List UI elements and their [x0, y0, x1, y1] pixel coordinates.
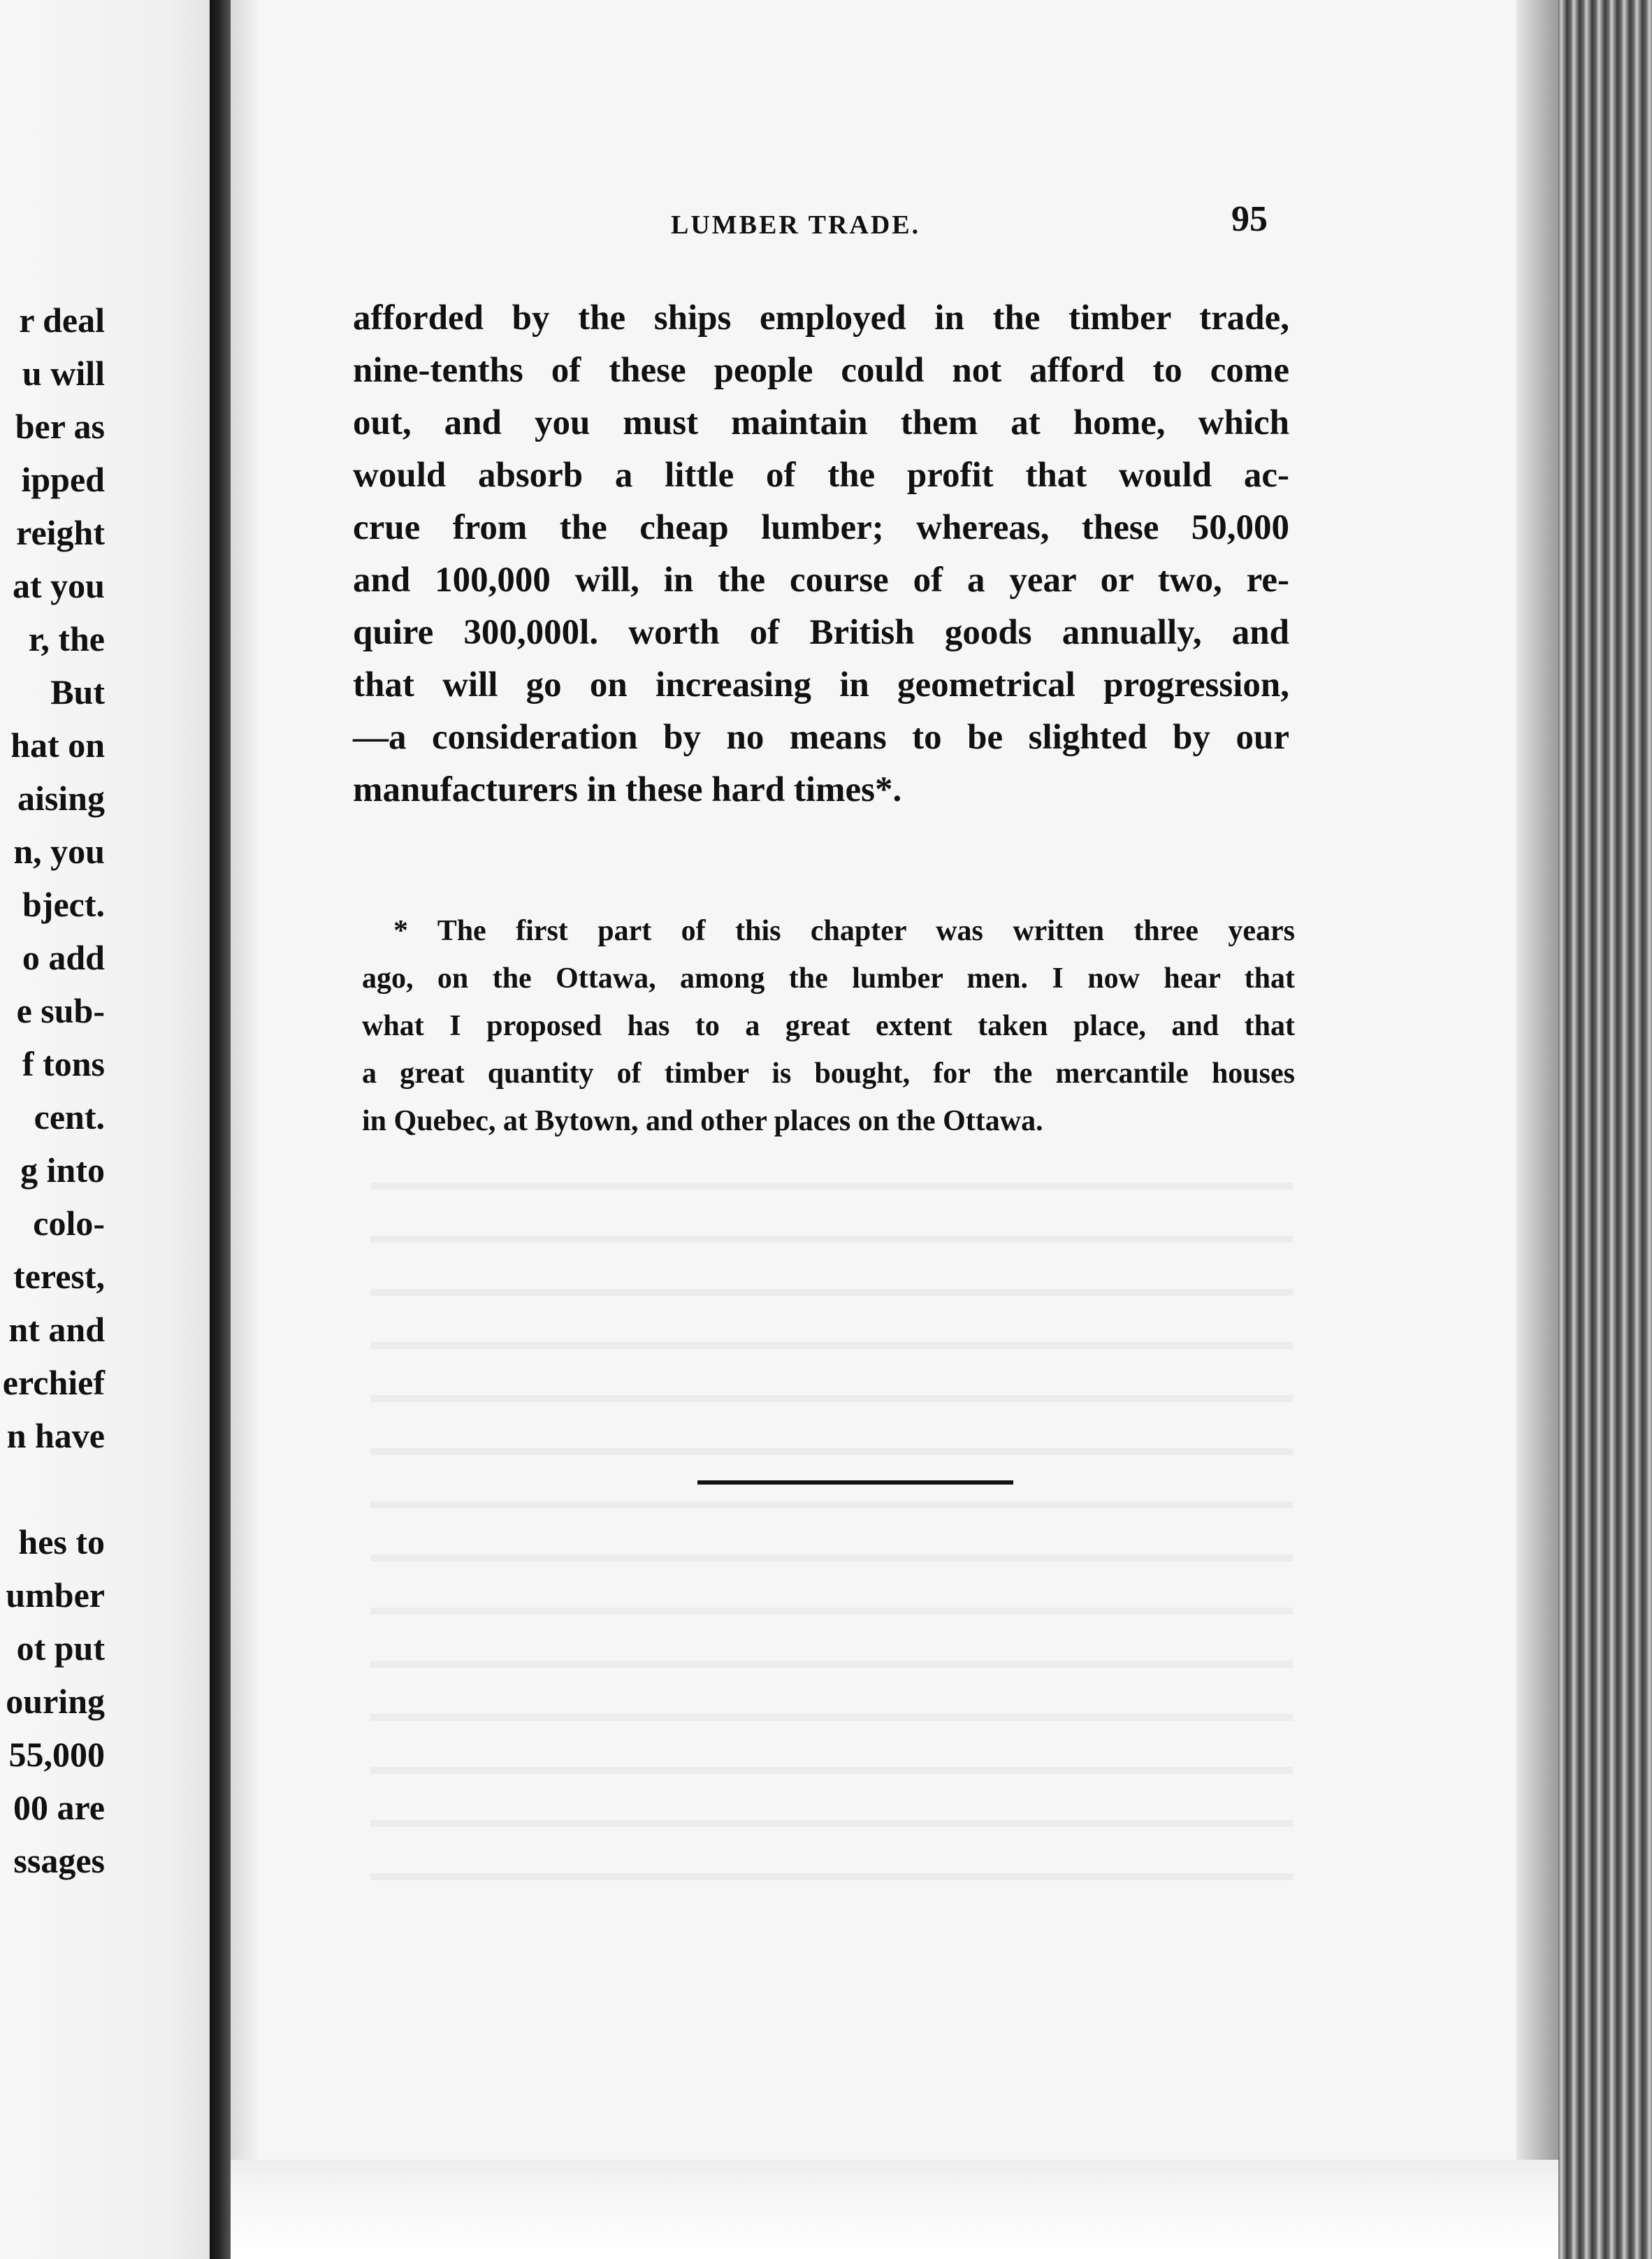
- facing-line-gap: [0, 1462, 105, 1515]
- facing-line: g into: [20, 1150, 105, 1190]
- page-number: 95: [1231, 199, 1268, 239]
- footnote-line: in Quebec, at Bytown, and other places on the Ottawa.: [362, 1105, 1043, 1137]
- facing-line: erchief: [2, 1363, 105, 1402]
- footnote-line: what I proposed has to a great extent taken place, and that: [362, 1010, 1295, 1042]
- facing-line: r, the: [28, 619, 105, 658]
- body-line: that will go on increasing in geometrical progression,: [353, 665, 1289, 705]
- footnote-line: * The first part of this chapter was written three years: [393, 915, 1295, 947]
- facing-line: colo-: [33, 1204, 105, 1243]
- facing-line: reight: [16, 513, 105, 552]
- book-gutter: [210, 0, 231, 2259]
- facing-page-text: [0, 294, 105, 1887]
- facing-line: ber as: [15, 407, 105, 446]
- body-text: [353, 292, 1289, 816]
- facing-line: 55,000: [8, 1735, 105, 1774]
- facing-line: nt and: [8, 1310, 105, 1349]
- body-line: would absorb a little of the profit that would ac-: [353, 456, 1289, 495]
- facing-line: 00 are: [13, 1788, 105, 1827]
- facing-line: cent.: [34, 1097, 105, 1136]
- body-line: —a consideration by no means to be slighted by our: [353, 718, 1289, 757]
- footnote-line: ago, on the Ottawa, among the lumber men. I now hear that: [362, 962, 1295, 995]
- facing-line: hat on: [10, 726, 105, 765]
- facing-line: terest,: [13, 1257, 105, 1296]
- facing-line: n have: [6, 1416, 105, 1455]
- facing-line: f tons: [22, 1044, 105, 1083]
- facing-line: umber: [6, 1575, 105, 1615]
- page-bottom-margin: [231, 2160, 1558, 2259]
- facing-line: bject.: [22, 885, 105, 924]
- facing-line: at you: [13, 566, 105, 605]
- body-line: crue from the cheap lumber; whereas, these 50,000: [353, 508, 1289, 547]
- facing-line: n, you: [13, 832, 105, 871]
- running-head: LUMBER TRADE.: [671, 210, 921, 240]
- facing-line: u will: [22, 354, 105, 393]
- body-line: nine-tenths of these people could not afford to come: [353, 351, 1289, 390]
- facing-line: But: [50, 672, 105, 712]
- facing-line: hes to: [18, 1522, 105, 1561]
- footnote-line: a great quantity of timber is bought, for the mercantile houses: [362, 1058, 1295, 1090]
- footnote: [362, 907, 1295, 1145]
- facing-line: ot put: [16, 1629, 105, 1668]
- body-line: out, and you must maintain them at home, which: [353, 403, 1289, 442]
- facing-line: r deal: [19, 301, 105, 340]
- facing-line: ssages: [13, 1841, 105, 1880]
- facing-line: aising: [17, 779, 105, 818]
- facing-line: o add: [22, 938, 105, 977]
- gutter-shadow: [231, 0, 259, 2259]
- body-line: manufacturers in these hard times*.: [353, 770, 902, 809]
- page-edge-highlight: [1516, 0, 1558, 2259]
- facing-line: ouring: [6, 1682, 105, 1721]
- facing-page-left: [0, 0, 210, 2259]
- facing-line: e sub-: [16, 991, 105, 1030]
- body-line: afforded by the ships employed in the timber trade,: [353, 298, 1289, 338]
- section-rule: [697, 1480, 1013, 1485]
- facing-line: ipped: [21, 460, 105, 499]
- body-line: and 100,000 will, in the course of a year or two, re-: [353, 561, 1289, 600]
- body-line: quire 300,000l. worth of British goods annually, and: [353, 613, 1289, 652]
- reverse-side-bleed-through: [370, 1146, 1293, 1887]
